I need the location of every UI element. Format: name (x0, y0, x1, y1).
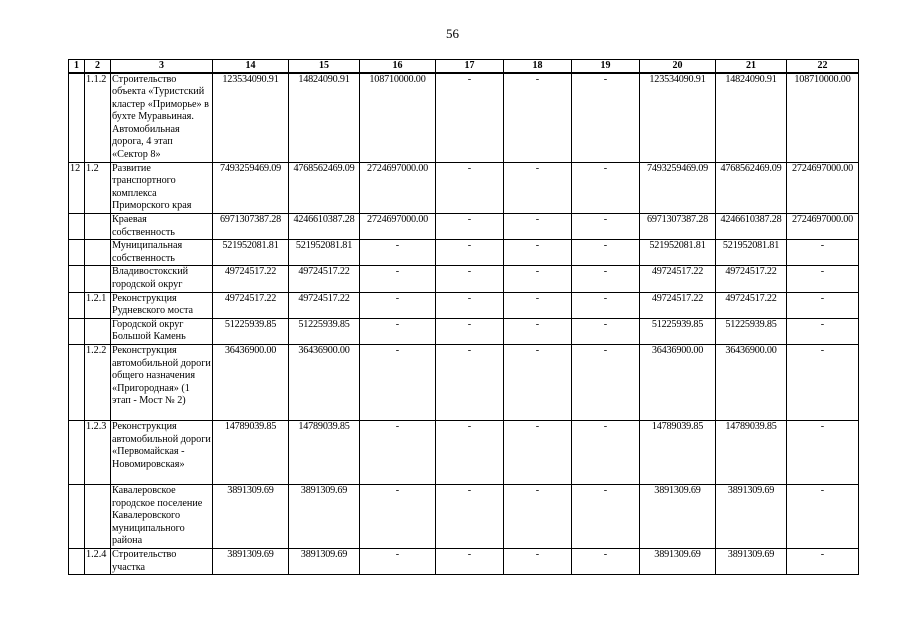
value-cell-16: - (360, 240, 436, 266)
value-cell-20: 36436900.00 (640, 344, 716, 420)
value-cell-18: - (504, 73, 572, 163)
value-cell-20: 7493259469.09 (640, 162, 716, 213)
item-name-cell: Реконструкция автомобильной дороги общего назначения «Пригородная» (1 этап - Мост № 2) (111, 344, 213, 420)
item-code-cell: 1.2.1 (85, 292, 111, 318)
item-code-cell (85, 214, 111, 240)
value-cell-19: - (572, 548, 640, 574)
value-cell-16: - (360, 292, 436, 318)
value-cell-21: 4768562469.09 (716, 162, 787, 213)
row-number-cell (69, 344, 85, 420)
column-header: 17 (436, 60, 504, 73)
value-cell-19: - (572, 214, 640, 240)
value-cell-18: - (504, 484, 572, 548)
value-cell-14: 51225939.85 (213, 318, 289, 344)
item-code-cell: 1.2.4 (85, 548, 111, 574)
value-cell-21: 49724517.22 (716, 266, 787, 292)
value-cell-15: 36436900.00 (289, 344, 360, 420)
value-cell-17: - (436, 240, 504, 266)
item-code-cell (85, 318, 111, 344)
value-cell-17: - (436, 292, 504, 318)
table-row (69, 266, 859, 292)
value-cell-17: - (436, 484, 504, 548)
row-number-cell: 12 (69, 162, 85, 213)
value-cell-19: - (572, 344, 640, 420)
value-cell-18: - (504, 548, 572, 574)
value-cell-20: 3891309.69 (640, 548, 716, 574)
value-cell-14: 49724517.22 (213, 292, 289, 318)
value-cell-15: 521952081.81 (289, 240, 360, 266)
value-cell-17: - (436, 344, 504, 420)
row-number-cell (69, 266, 85, 292)
value-cell-20: 49724517.22 (640, 292, 716, 318)
value-cell-22: - (787, 548, 859, 574)
value-cell-17: - (436, 318, 504, 344)
value-cell-21: 14824090.91 (716, 73, 787, 163)
value-cell-18: - (504, 266, 572, 292)
value-cell-22: 2724697000.00 (787, 214, 859, 240)
column-header: 3 (111, 60, 213, 73)
value-cell-20: 123534090.91 (640, 73, 716, 163)
value-cell-21: 4246610387.28 (716, 214, 787, 240)
value-cell-19: - (572, 162, 640, 213)
value-cell-15: 3891309.69 (289, 484, 360, 548)
value-cell-19: - (572, 420, 640, 484)
item-name-cell: Реконструкция Рудневского моста (111, 292, 213, 318)
row-number-cell (69, 484, 85, 548)
item-code-cell: 1.2.2 (85, 344, 111, 420)
value-cell-22: - (787, 420, 859, 484)
value-cell-14: 14789039.85 (213, 420, 289, 484)
table-row (69, 162, 859, 213)
value-cell-22: - (787, 484, 859, 548)
column-header: 2 (85, 60, 111, 73)
column-header: 21 (716, 60, 787, 73)
row-number-cell (69, 318, 85, 344)
value-cell-20: 3891309.69 (640, 484, 716, 548)
value-cell-17: - (436, 266, 504, 292)
value-cell-17: - (436, 214, 504, 240)
value-cell-22: - (787, 318, 859, 344)
value-cell-20: 521952081.81 (640, 240, 716, 266)
value-cell-22: - (787, 240, 859, 266)
value-cell-16: 108710000.00 (360, 73, 436, 163)
row-number-cell (69, 548, 85, 574)
value-cell-16: - (360, 484, 436, 548)
value-cell-15: 49724517.22 (289, 266, 360, 292)
value-cell-16: 2724697000.00 (360, 214, 436, 240)
value-cell-19: - (572, 292, 640, 318)
item-code-cell: 1.2 (85, 162, 111, 213)
item-code-cell (85, 266, 111, 292)
value-cell-21: 49724517.22 (716, 292, 787, 318)
value-cell-14: 123534090.91 (213, 73, 289, 163)
table-row (69, 240, 859, 266)
value-cell-21: 36436900.00 (716, 344, 787, 420)
value-cell-21: 3891309.69 (716, 548, 787, 574)
value-cell-21: 14789039.85 (716, 420, 787, 484)
value-cell-20: 6971307387.28 (640, 214, 716, 240)
item-name-cell: Муниципальная собственность (111, 240, 213, 266)
table-row (69, 484, 859, 548)
item-name-cell: Реконструкция автомобильной дороги «Первомайская - Новомировская» (111, 420, 213, 484)
value-cell-19: - (572, 318, 640, 344)
table-row (69, 73, 859, 163)
value-cell-16: - (360, 420, 436, 484)
item-name-cell: Владивостокский городской округ (111, 266, 213, 292)
row-number-cell (69, 214, 85, 240)
value-cell-16: - (360, 548, 436, 574)
column-header: 18 (504, 60, 572, 73)
value-cell-14: 3891309.69 (213, 484, 289, 548)
value-cell-14: 49724517.22 (213, 266, 289, 292)
value-cell-21: 3891309.69 (716, 484, 787, 548)
column-header: 22 (787, 60, 859, 73)
value-cell-17: - (436, 162, 504, 213)
value-cell-22: - (787, 266, 859, 292)
value-cell-14: 7493259469.09 (213, 162, 289, 213)
value-cell-19: - (572, 266, 640, 292)
value-cell-16: 2724697000.00 (360, 162, 436, 213)
value-cell-15: 4768562469.09 (289, 162, 360, 213)
value-cell-18: - (504, 162, 572, 213)
value-cell-15: 14824090.91 (289, 73, 360, 163)
value-cell-21: 51225939.85 (716, 318, 787, 344)
row-number-cell (69, 420, 85, 484)
item-name-cell: Городской округ Большой Камень (111, 318, 213, 344)
row-number-cell (69, 292, 85, 318)
table-row (69, 292, 859, 318)
item-name-cell: Строительство участка (111, 548, 213, 574)
table-row (69, 318, 859, 344)
value-cell-15: 51225939.85 (289, 318, 360, 344)
column-header: 20 (640, 60, 716, 73)
value-cell-20: 14789039.85 (640, 420, 716, 484)
column-header: 16 (360, 60, 436, 73)
value-cell-14: 6971307387.28 (213, 214, 289, 240)
column-header: 19 (572, 60, 640, 73)
value-cell-14: 521952081.81 (213, 240, 289, 266)
item-name-cell: Кавалеровское городское поселение Кавалеровского муниципального района (111, 484, 213, 548)
value-cell-17: - (436, 548, 504, 574)
value-cell-22: 2724697000.00 (787, 162, 859, 213)
value-cell-15: 4246610387.28 (289, 214, 360, 240)
value-cell-14: 36436900.00 (213, 344, 289, 420)
page-number: 56 (446, 26, 459, 41)
value-cell-19: - (572, 484, 640, 548)
value-cell-15: 14789039.85 (289, 420, 360, 484)
value-cell-18: - (504, 240, 572, 266)
column-header: 1 (69, 60, 85, 73)
value-cell-20: 51225939.85 (640, 318, 716, 344)
table-row (69, 420, 859, 484)
item-name-cell: Развитие транспортного комплекса Приморского края (111, 162, 213, 213)
header-row (69, 60, 859, 73)
value-cell-18: - (504, 344, 572, 420)
value-cell-16: - (360, 266, 436, 292)
column-header: 15 (289, 60, 360, 73)
value-cell-22: - (787, 292, 859, 318)
value-cell-18: - (504, 318, 572, 344)
column-header: 14 (213, 60, 289, 73)
value-cell-17: - (436, 420, 504, 484)
row-number-cell (69, 73, 85, 163)
budget-table (68, 59, 859, 575)
table-row (69, 344, 859, 420)
item-code-cell: 1.1.2 (85, 73, 111, 163)
value-cell-20: 49724517.22 (640, 266, 716, 292)
value-cell-22: - (787, 344, 859, 420)
value-cell-18: - (504, 214, 572, 240)
value-cell-16: - (360, 344, 436, 420)
value-cell-14: 3891309.69 (213, 548, 289, 574)
value-cell-19: - (572, 73, 640, 163)
item-code-cell: 1.2.3 (85, 420, 111, 484)
item-code-cell (85, 484, 111, 548)
value-cell-17: - (436, 73, 504, 163)
value-cell-22: 108710000.00 (787, 73, 859, 163)
table-row (69, 548, 859, 574)
item-name-cell: Строительство объекта «Туристский кластер «Приморье» в бухте Муравьиная. Автомобильная дорога, 4 этап «Сектор 8» (111, 73, 213, 163)
value-cell-18: - (504, 420, 572, 484)
row-number-cell (69, 240, 85, 266)
value-cell-16: - (360, 318, 436, 344)
value-cell-15: 3891309.69 (289, 548, 360, 574)
value-cell-15: 49724517.22 (289, 292, 360, 318)
value-cell-19: - (572, 240, 640, 266)
value-cell-21: 521952081.81 (716, 240, 787, 266)
table-row (69, 214, 859, 240)
value-cell-18: - (504, 292, 572, 318)
item-name-cell: Краевая собственность (111, 214, 213, 240)
item-code-cell (85, 240, 111, 266)
